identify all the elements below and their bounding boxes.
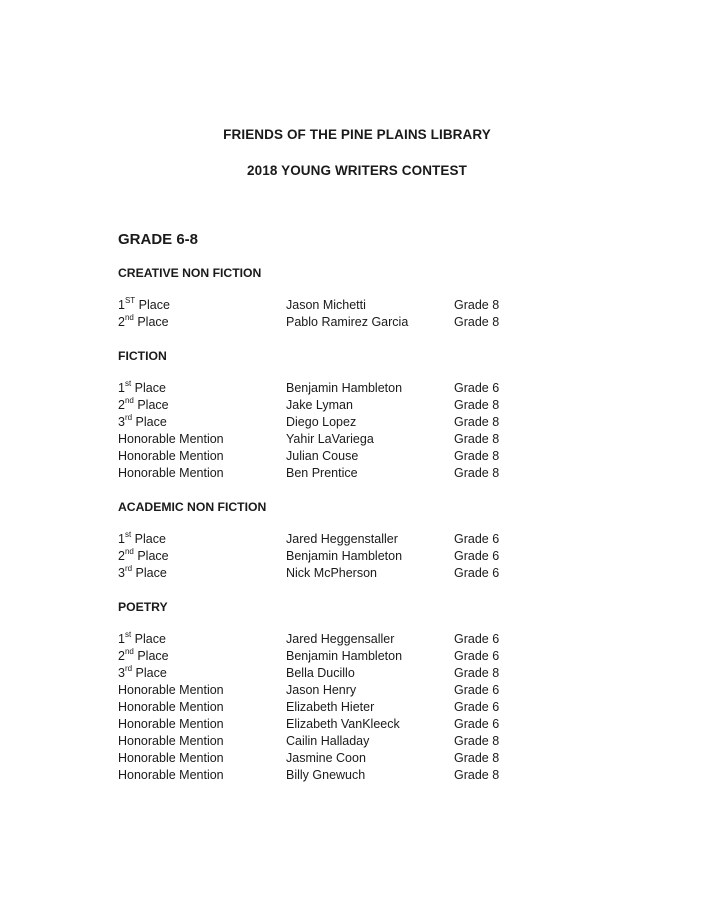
winner-name: Jake Lyman [286,398,353,412]
result-row [118,548,638,565]
winner-grade: Grade 6 [454,549,500,563]
winner-name: Yahir LaVariega [286,432,374,446]
winner-grade: Grade 6 [454,649,500,663]
result-row [118,431,638,448]
winner-name: Elizabeth Hieter [286,700,375,714]
winner-grade: Grade 6 [454,566,500,580]
winner-name: Bella Ducillo [286,666,355,680]
result-row [118,397,638,414]
winner-grade: Grade 8 [454,449,500,463]
placement-label: Honorable Mention [118,432,224,446]
result-row [118,414,638,431]
placement-label: Honorable Mention [118,717,224,731]
placement [118,565,167,582]
placement-label: Honorable Mention [118,751,224,765]
placement-label: Place [131,381,166,395]
category-title: ACADEMIC NON FICTION [118,500,267,514]
placement [118,380,166,397]
winner-name: Ben Prentice [286,466,358,480]
result-row [118,465,638,482]
placement-ordinal-suffix: nd [124,646,134,656]
result-row [118,631,638,648]
placement [118,648,169,665]
placement-label: Honorable Mention [118,700,224,714]
placement [118,750,224,767]
placement [118,531,166,548]
placement-ordinal-suffix: nd [124,395,134,405]
category-section [118,348,638,482]
placement-label: Place [131,532,166,546]
result-row [118,380,638,397]
result-row [118,750,638,767]
result-row [118,767,638,784]
category-section [118,499,638,582]
result-row [118,565,638,582]
result-row [118,314,638,331]
result-row [118,297,638,314]
category-title: POETRY [118,600,168,614]
winner-grade: Grade 6 [454,632,500,646]
result-row [118,665,638,682]
placement [118,397,169,414]
placement-number: 2 [118,549,125,563]
winner-grade: Grade 8 [454,466,500,480]
document-subtitle: 2018 YOUNG WRITERS CONTEST [247,163,467,178]
placement [118,431,224,448]
placement-number: 3 [118,566,125,580]
winner-name: Jason Henry [286,683,357,697]
winner-grade: Grade 8 [454,432,500,446]
placement-ordinal-suffix: rd [124,412,133,422]
winner-name: Benjamin Hambleton [286,381,403,395]
placement [118,682,224,699]
placement-number: 1 [118,381,125,395]
placement-label: Place [133,649,169,663]
winner-name: Billy Gnewuch [286,768,366,782]
placement-label: Place [133,398,169,412]
result-row [118,448,638,465]
category-section [118,265,638,331]
result-row [118,699,638,716]
placement [118,733,224,750]
placement-label: Place [131,632,166,646]
placement-label: Place [132,666,167,680]
winner-name: Nick McPherson [286,566,377,580]
placement-ordinal-suffix: st [124,378,132,388]
placement-label: Honorable Mention [118,734,224,748]
winner-name: Jasmine Coon [286,751,366,765]
winner-grade: Grade 8 [454,415,500,429]
placement-number: 2 [118,649,125,663]
winner-grade: Grade 6 [454,717,500,731]
placement-label: Honorable Mention [118,449,224,463]
winner-grade: Grade 6 [454,700,500,714]
placement-ordinal-suffix: nd [124,312,134,322]
winner-name: Jared Heggenstaller [286,532,398,546]
placement-number: 3 [118,666,125,680]
winner-grade: Grade 8 [454,768,500,782]
placement-ordinal-suffix: st [124,629,132,639]
document-title: FRIENDS OF THE PINE PLAINS LIBRARY [223,127,491,142]
placement-number: 3 [118,415,125,429]
placement [118,665,167,682]
winner-name: Julian Couse [286,449,359,463]
winner-name: Benjamin Hambleton [286,549,403,563]
placement [118,465,224,482]
winner-grade: Grade 6 [454,381,500,395]
placement-number: 2 [118,315,125,329]
category-title: FICTION [118,349,167,363]
placement-label: Honorable Mention [118,768,224,782]
placement-number: 1 [118,298,125,312]
winner-name: Elizabeth VanKleeck [286,717,400,731]
grade-heading: GRADE 6-8 [118,231,199,248]
winner-grade: Grade 6 [454,532,500,546]
placement-ordinal-suffix: rd [124,663,133,673]
winner-name: Jason Michetti [286,298,366,312]
result-row [118,716,638,733]
result-row [118,648,638,665]
winner-name: Pablo Ramirez Garcia [286,315,409,329]
placement-label: Place [132,566,167,580]
placement [118,548,169,565]
placement-label: Place [135,298,170,312]
result-row [118,531,638,548]
placement-ordinal-suffix: nd [124,546,134,556]
placement-ordinal-suffix: st [124,529,132,539]
placement-label: Place [133,549,169,563]
placement-number: 2 [118,398,125,412]
winner-name: Cailin Halladay [286,734,370,748]
winner-grade: Grade 8 [454,398,500,412]
placement [118,767,224,784]
winner-grade: Grade 8 [454,734,500,748]
placement [118,297,170,314]
winner-grade: Grade 6 [454,683,500,697]
winner-name: Jared Heggensaller [286,632,395,646]
placement-ordinal-suffix: rd [124,563,133,573]
placement-number: 1 [118,632,125,646]
placement-label: Place [133,315,169,329]
winner-grade: Grade 8 [454,298,500,312]
winner-name: Diego Lopez [286,415,357,429]
placement-label: Place [132,415,167,429]
placement-ordinal-suffix: ST [124,295,136,305]
category-title: CREATIVE NON FICTION [118,266,262,280]
results-list [118,265,638,784]
winner-name: Benjamin Hambleton [286,649,403,663]
winner-grade: Grade 8 [454,315,500,329]
placement [118,716,224,733]
placement-number: 1 [118,532,125,546]
placement [118,699,224,716]
placement [118,414,167,431]
category-section [118,599,638,784]
placement [118,448,224,465]
placement-label: Honorable Mention [118,466,224,480]
placement [118,631,166,648]
winner-grade: Grade 8 [454,751,500,765]
result-row [118,733,638,750]
placement [118,314,169,331]
winner-grade: Grade 8 [454,666,500,680]
placement-label: Honorable Mention [118,683,224,697]
result-row [118,682,638,699]
